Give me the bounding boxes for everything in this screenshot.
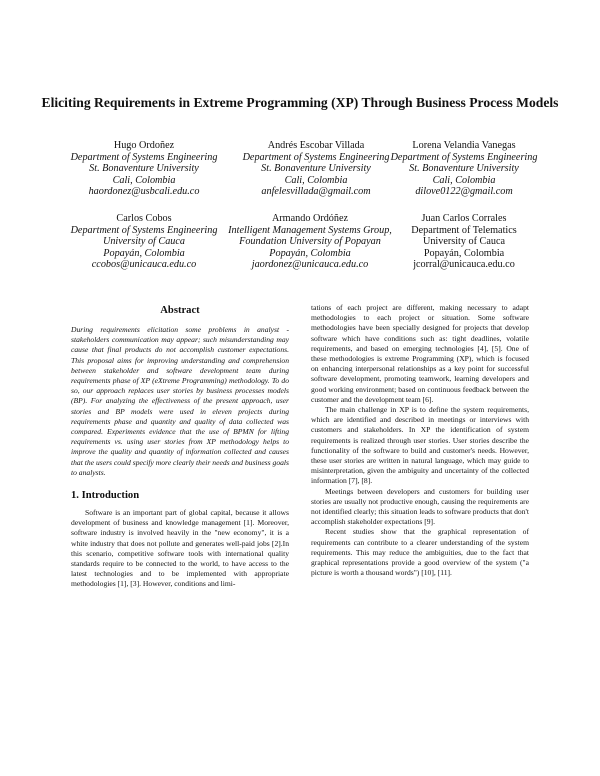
right-column xyxy=(311,303,529,578)
author-city: Cali, Colombia xyxy=(432,174,496,186)
author-email: dilove0122@gmail.com xyxy=(415,186,513,198)
paper-title: Eliciting Requirements in Extreme Programming (XP) Through Business Process Models xyxy=(41,95,559,110)
paragraph: tations of each project are different, making necessary to adapt methodologies to each project or situation. Some software methodologies have been specially designed for projects that develop software which have conditions such as: tight deadlines, volatile requirements, and based on emerging technologies [4], [5]. One of these methodologies is extreme Programming (XP), which is focused on enhancing interpersonal relationships as a key point for successful software development, promoting teamwork, learning developers and good working environment; based on continuous feedback between the customer and the development team [6]. xyxy=(311,303,529,404)
author-block xyxy=(226,213,394,271)
abstract-heading: Abstract xyxy=(160,305,200,316)
author-email: jaordonez@unicauca.edu.co xyxy=(251,259,369,271)
author-block xyxy=(232,140,400,198)
author-institution: St. Bonaventure University xyxy=(409,163,519,175)
author-city: Cali, Colombia xyxy=(112,174,176,186)
author-email: anfelesvillada@gmail.com xyxy=(261,186,371,198)
author-email: jcorral@unicauca.edu.co xyxy=(413,259,515,271)
author-affiliation: Department of Telematics xyxy=(411,224,517,236)
author-affiliation: Department of Systems Engineering xyxy=(390,151,538,163)
author-city: Popayán, Colombia xyxy=(103,247,185,259)
author-name: Andrés Escobar Villada xyxy=(267,140,365,151)
introduction-body xyxy=(71,508,289,590)
author-name: Carlos Cobos xyxy=(116,213,172,224)
author-block xyxy=(380,140,548,198)
introduction-heading: 1. Introduction xyxy=(71,490,140,502)
author-institution: St. Bonaventure University xyxy=(89,163,199,175)
author-name: Hugo Ordoñez xyxy=(113,140,175,151)
author-institution: St. Bonaventure University xyxy=(261,163,371,175)
author-city: Popayán, Colombia xyxy=(423,247,505,259)
author-institution: University of Cauca xyxy=(422,236,506,248)
author-affiliation: Department of Systems Engineering xyxy=(242,151,390,163)
abstract-text: During requirements elicitation some problems in analyst - stakeholders communication may appear; such misunderstanding may cause that final products do not accomplish customer expectations. This proposal aims for improving understanding and comprehension between stakeholder and software development team during requirements phase of XP (eXtreme Programming) methodology. To do so, our approach replaces user stories by business processes models (BP). For analyzing the effectiveness of the present approach, user stories and BP models were used in eleven projects during requirements phase and quantity and quality of data collected was compared. Experiments evidence that the use of BPMN for lifting requirements vs. using user stories from XP methodology helps to improve the quality and quantity of information collected and causes that the users could specify more clearly their needs and business goals to analysts. xyxy=(71,325,289,477)
paragraph: The main challenge in XP is to define the system requirements, which are identified and described in meetings or interviews with customers and stakeholders. In XP the identification of system requirements is realized through user stories. User stories describe the functionality of the software to build and customer's needs. However, these user stories are written in natural language, which may guide to misinterpretation, given the ambiguity and uncertainty of the collected information [7], [8]. xyxy=(311,405,529,486)
author-email: ccobos@unicauca.edu.co xyxy=(91,259,197,271)
author-city: Popayán, Colombia xyxy=(269,247,351,259)
paragraph: Recent studies show that the graphical representation of requirements can contribute to a clearer understanding of the system requirements. This may reduce the ambiguities, due to the fact that graphical representations provide a good overview of the system ("a picture is worth a thousand words") [10], [11]. xyxy=(311,527,529,578)
left-column xyxy=(71,305,289,590)
author-name: Juan Carlos Corrales xyxy=(421,213,507,224)
author-name: Armando Ordóñez xyxy=(271,213,349,224)
author-block xyxy=(60,213,228,271)
author-block xyxy=(60,140,228,198)
author-affiliation: Intelligent Management Systems Group, Foundation University of Popayan xyxy=(228,224,392,248)
author-name: Lorena Velandia Vanegas xyxy=(412,140,516,151)
author-affiliation: Department of Systems Engineering University of Cauca xyxy=(70,224,218,248)
author-affiliation: Department of Systems Engineering xyxy=(70,151,218,163)
author-city: Cali, Colombia xyxy=(284,174,348,186)
author-email: haordonez@usbcali.edu.co xyxy=(88,186,200,198)
paragraph: Software is an important part of global capital, because it allows development of business and knowledge management [1]. Moreover, software industry is involved heavily in the "new economy", it is a white industry that does not pollute and generates well-paid jobs [2].In this scenario, competitive software tools with international quality standards require to be connected to the world, to have access to the latest technologies and to be implemented with appropriate methodologies [1], [3]. However, conditions and limi- xyxy=(71,508,289,589)
abstract-body xyxy=(71,325,289,478)
paragraph: Meetings between developers and customers for building user stories are usually not productive enough, causing the requirements are not identified clearly; this situation leads to software products that don't accomplish stakeholder expectations [9]. xyxy=(311,486,529,527)
author-block xyxy=(380,213,548,271)
